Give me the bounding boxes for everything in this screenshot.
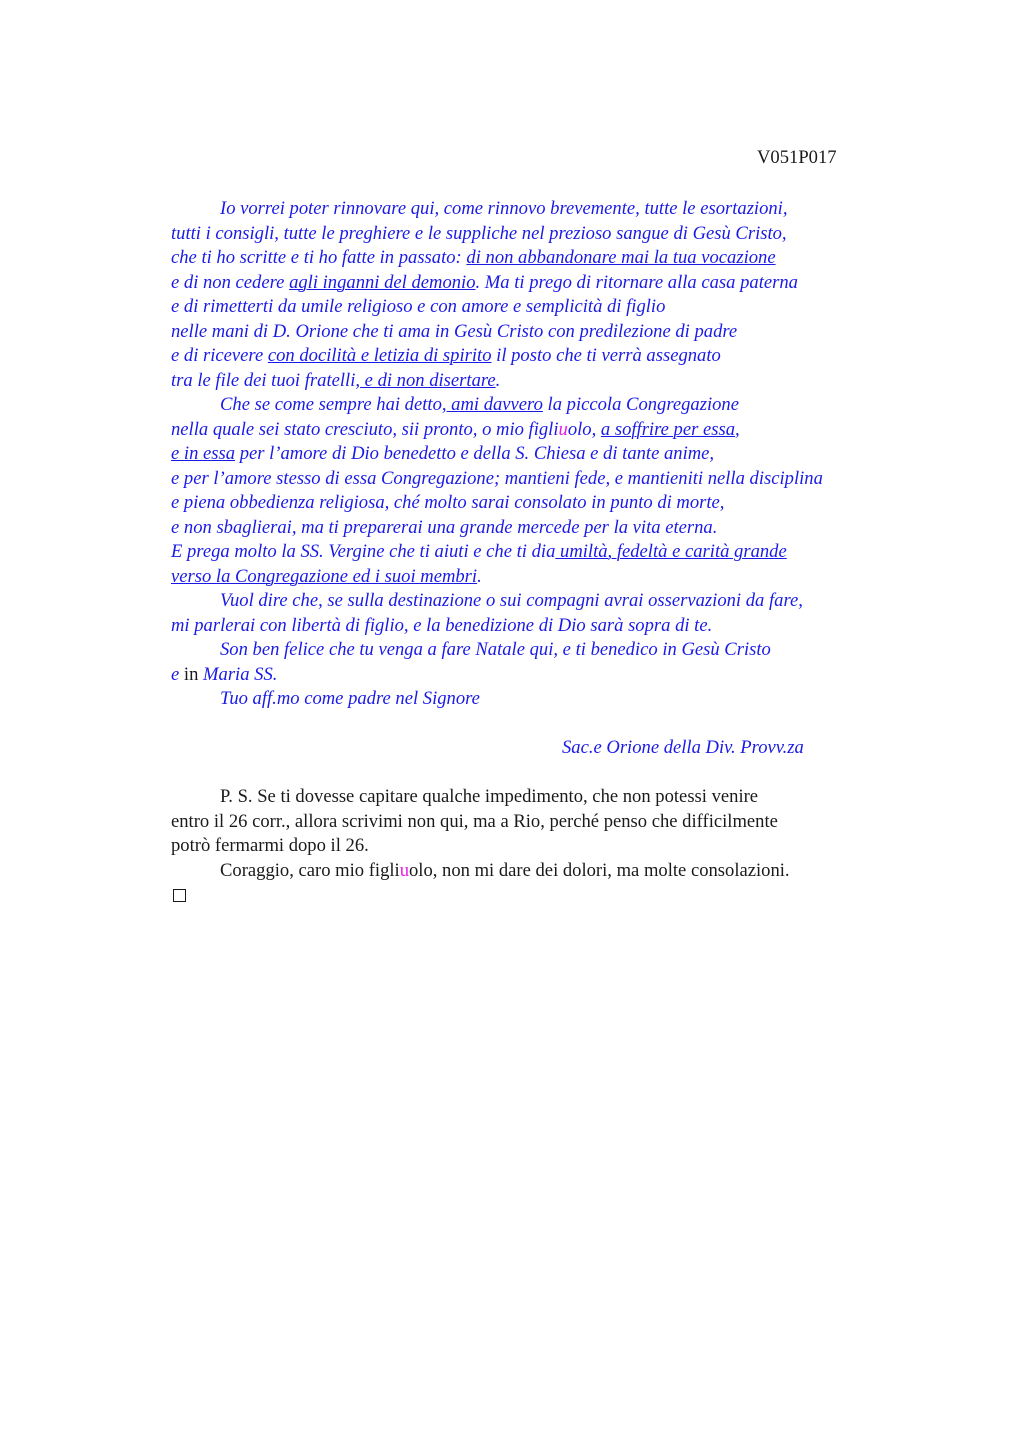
underlined-text: di non abbandonare mai la tua vocazione [466,247,776,268]
underlined-text: a soffrire per essa [600,418,736,440]
ps-line [171,883,931,908]
letter-line [171,418,931,443]
underlined-text: con docilità e letizia di spirito [267,345,492,366]
letter-line [171,442,931,467]
letter-line [171,516,931,541]
text: Coraggio, caro mio figli [220,859,400,881]
letter-line [171,687,931,712]
text: P. S. Se ti dovesse capitare qualche impedimento, che non potessi venire [220,786,759,807]
text: in [179,663,204,685]
letter-line [171,540,931,565]
text: Io vorrei poter rinnovare qui, come rinnovo brevemente, tutte le esortazioni, [220,198,788,219]
checkbox-icon [173,889,186,902]
ps-line [171,834,931,859]
spacer [171,712,931,737]
underlined-text: verso la Congregazione ed i suoi membri [171,565,478,587]
letter-line [171,467,931,492]
text: entro il 26 corr., allora scrivimi non qui, ma a Rio, perché penso che difficilmente [171,810,778,832]
text: olo, [567,418,601,440]
text: Vuol dire che, se sulla destinazione o sui compagni avrai osservazioni da fare, [220,590,803,611]
text: E prega molto la SS. Vergine che ti aiuti e che ti dia [171,541,556,562]
letter-body [171,197,931,908]
text: nella quale sei stato cresciuto, sii pronto, o mio figli [171,418,559,440]
text: il posto che ti verrà assegnato [491,345,721,366]
underlined-text: e in essa [171,443,236,464]
underlined-text: umiltà, fedeltà e carità grande [555,541,787,562]
signature: Sac.e Orione della Div. Provv.za [562,737,804,758]
text: e di non cedere [171,271,290,293]
underlined-text: ami davvero [446,394,543,415]
letter-line [171,663,931,688]
letter-line [171,393,931,418]
text: e di ricevere [171,345,268,366]
letter-line [171,197,931,222]
highlighted-letter: u [399,859,409,881]
text: . [477,565,482,587]
text: Son ben felice che tu venga a fare Natale qui, e ti benedico in Gesù Cristo [220,639,771,660]
text: Che se come sempre hai detto, [220,394,447,415]
text: . [495,369,501,391]
text: Maria SS. [203,663,278,685]
text: e di rimetterti da umile religioso e con amore e semplicità di figlio [171,296,666,317]
text: e piena obbedienza religiosa, ché molto sarai consolato in punto di morte, [171,492,725,513]
text: nelle mani di D. Orione che ti ama in Gesù Cristo con predilezione di padre [171,320,738,342]
text: potrò fermarmi dopo il 26. [171,835,369,856]
ps-line [171,859,931,884]
text: e non sbaglierai, ma ti preparerai una grande mercede per la vita eterna. [171,516,718,538]
text: . Ma ti prego di ritornare alla casa paterna [475,271,798,293]
letter-line [171,638,931,663]
letter-line [171,491,931,516]
text: che ti ho scritte e ti ho fatte in passato: [171,247,467,268]
letter-line [171,246,931,271]
text: tra le file dei tuoi fratelli, [171,369,361,391]
text: olo, non mi dare dei dolori, ma molte consolazioni. [409,859,790,881]
text: tutti i consigli, tutte le preghiere e le suppliche nel prezioso sangue di Gesù Cristo, [171,222,787,244]
underlined-text: agli inganni del demonio [289,271,476,293]
underlined-text: e di non disertare [360,369,496,391]
letter-line [171,369,931,394]
letter-line [171,271,931,296]
page-id: V051P017 [757,147,837,168]
letter-line [171,320,931,345]
postscript [171,785,931,908]
highlighted-letter: u [558,418,568,440]
letter-line [171,222,931,247]
letter-line [171,344,931,369]
text: , [735,418,740,440]
letter-line [171,565,931,590]
spacer [171,761,931,786]
text: e [171,663,180,685]
ps-line [171,785,931,810]
letter-line [171,614,931,639]
text: per l’amore di Dio benedetto e della S. Chiesa e di tante anime, [235,443,715,464]
letter-line [171,295,931,320]
text: e per l’amore stesso di essa Congregazione; mantieni fede, e mantieniti nella disciplina [171,467,823,489]
text: la piccola Congregazione [542,394,739,415]
letter-line [171,589,931,614]
text: mi parlerai con libertà di figlio, e la benedizione di Dio sarà sopra di te. [171,614,713,636]
closing: Tuo aff.mo come padre nel Signore [220,688,480,709]
ps-line [171,810,931,835]
